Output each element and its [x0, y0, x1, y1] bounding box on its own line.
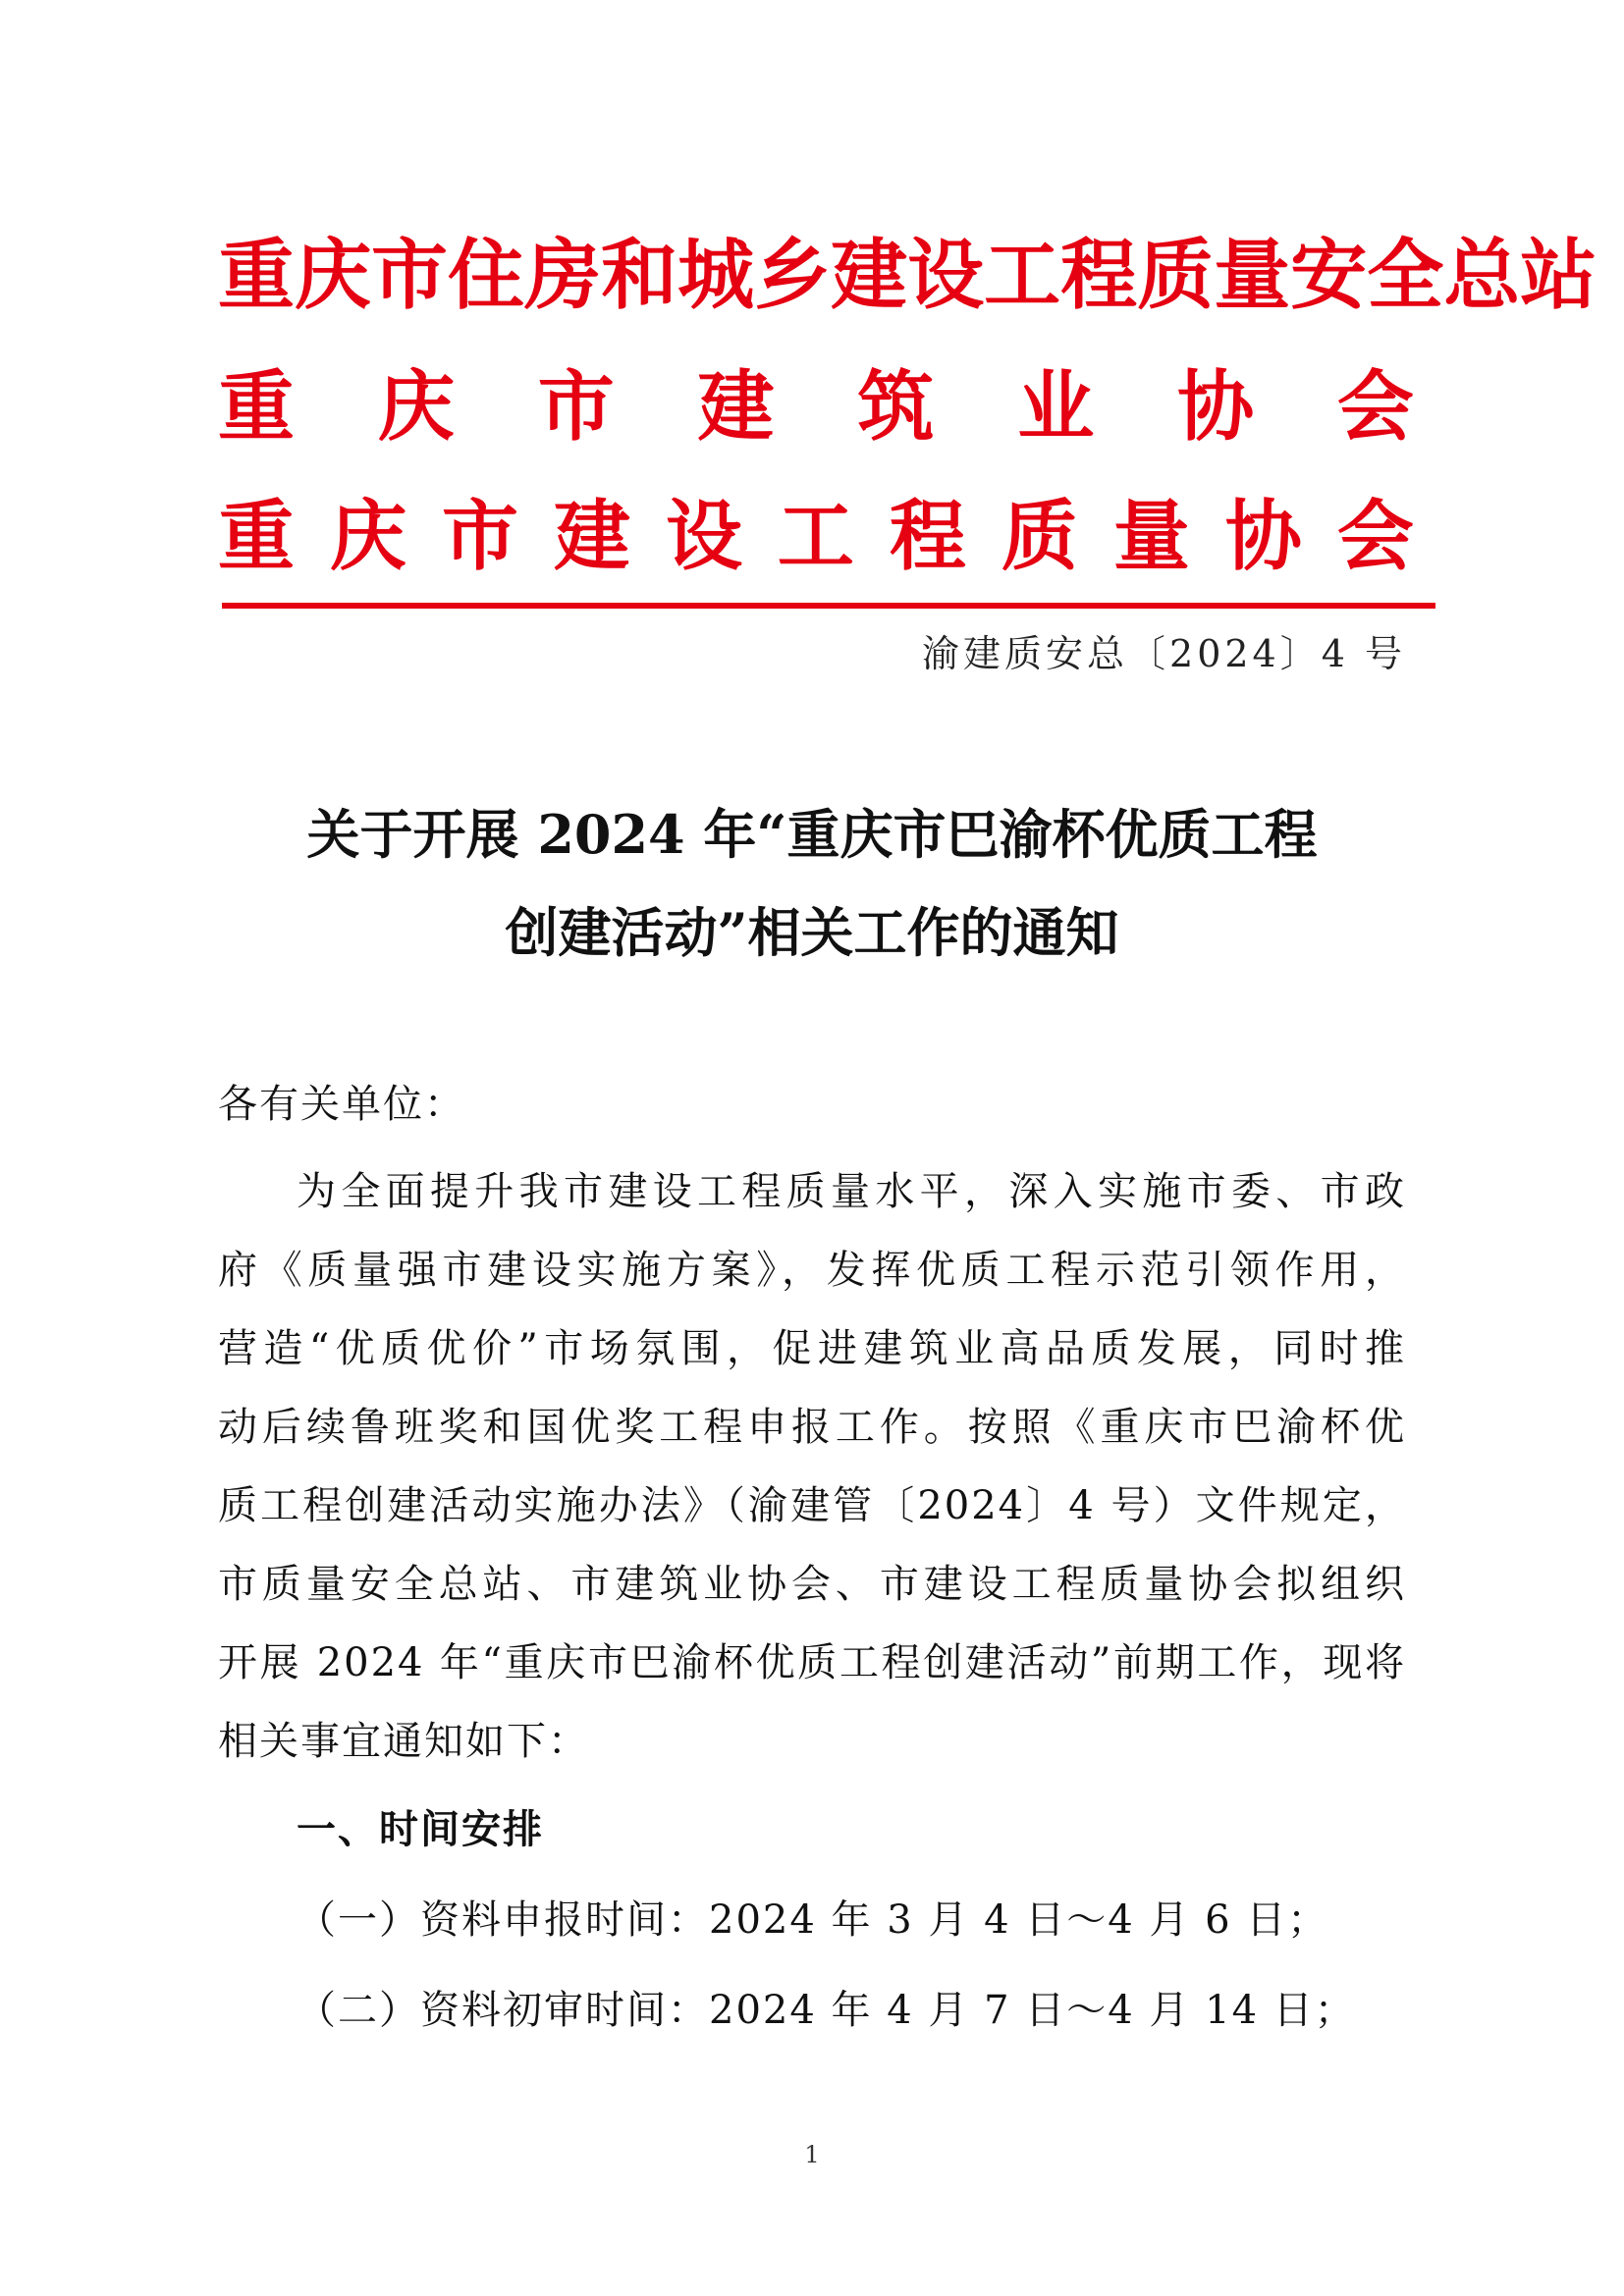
header-char: 重: [218, 493, 296, 581]
paragraph-line: 开展 2024 年“重庆市巴渝杯优质工程创建活动”前期工作，现将: [218, 1640, 1406, 1685]
header-char: 会: [1336, 363, 1414, 452]
header-char: 城: [677, 232, 755, 320]
header-char: 协: [1177, 363, 1255, 452]
paragraph-line: 营造“优质优价”市场氛围，促进建筑业高品质发展，同时推: [218, 1326, 1406, 1371]
paragraph-line: 相关事宜通知如下：: [218, 1719, 589, 1764]
header-org-construction-association: [218, 363, 1414, 452]
header-char: 量: [1112, 493, 1190, 581]
header-char: 协: [1224, 493, 1302, 581]
salutation: 各有关单位：: [218, 1082, 465, 1127]
header-char: 庆: [295, 232, 372, 320]
header-char: 程: [1060, 232, 1138, 320]
header-char: 站: [1520, 232, 1597, 320]
header-char: 全: [1367, 232, 1444, 320]
paragraph-line: 为全面提升我市建设工程质量水平，深入实施市委、市政: [297, 1169, 1406, 1214]
header-char: 程: [889, 493, 966, 581]
header-char: 工: [777, 493, 854, 581]
schedule-item: （二）资料初审时间：2024 年 4 月 7 日～4 月 14 日；: [297, 1988, 1356, 2033]
header-char: 房: [524, 232, 602, 320]
header-char: 筑: [857, 363, 935, 452]
header-char: 建: [553, 493, 630, 581]
header-char: 业: [1017, 363, 1095, 452]
header-char: 市: [371, 232, 449, 320]
header-char: 量: [1214, 232, 1291, 320]
header-org-quality-association: [218, 493, 1414, 581]
header-char: 建: [831, 232, 908, 320]
header-char: 设: [665, 493, 742, 581]
header-char: 重: [218, 232, 296, 320]
document-number: 渝建质安总〔2024〕4 号: [922, 632, 1406, 675]
header-char: 市: [537, 363, 615, 452]
header-char: 总: [1443, 232, 1521, 320]
schedule-item: （一）资料申报时间：2024 年 3 月 4 日～4 月 6 日；: [297, 1897, 1329, 1943]
header-char: 庆: [377, 363, 455, 452]
paragraph-line: 动后续鲁班奖和国优奖工程申报工作。按照《重庆市巴渝杯优: [218, 1405, 1406, 1450]
page-number: 1: [804, 2141, 820, 2168]
section-heading: 一、时间安排: [297, 1807, 544, 1852]
header-char: 安: [1290, 232, 1368, 320]
header-org-quality-safety-station: [218, 232, 1597, 320]
notice-title-line-2: 创建活动”相关工作的通知: [505, 901, 1119, 964]
header-char: 会: [1336, 493, 1414, 581]
notice-title-line-1: 关于开展 2024 年“重庆市巴渝杯优质工程: [306, 803, 1318, 866]
header-char: 建: [697, 363, 775, 452]
header-char: 质: [1137, 232, 1215, 320]
header-char: 重: [218, 363, 296, 452]
header-char: 和: [601, 232, 678, 320]
header-char: 乡: [754, 232, 832, 320]
paragraph-line: 市质量安全总站、市建筑业协会、市建设工程质量协会拟组织: [218, 1562, 1406, 1607]
paragraph-line: 府《质量强市建设实施方案》，发挥优质工程示范引领作用，: [218, 1248, 1406, 1293]
header-char: 市: [441, 493, 518, 581]
header-char: 设: [907, 232, 985, 320]
paragraph-line: 质工程创建活动实施办法》（渝建管〔2024〕4 号）文件规定，: [218, 1483, 1406, 1528]
header-char: 工: [984, 232, 1061, 320]
red-divider-line: [222, 603, 1435, 609]
header-char: 住: [448, 232, 525, 320]
header-char: 质: [1001, 493, 1078, 581]
header-char: 庆: [329, 493, 406, 581]
